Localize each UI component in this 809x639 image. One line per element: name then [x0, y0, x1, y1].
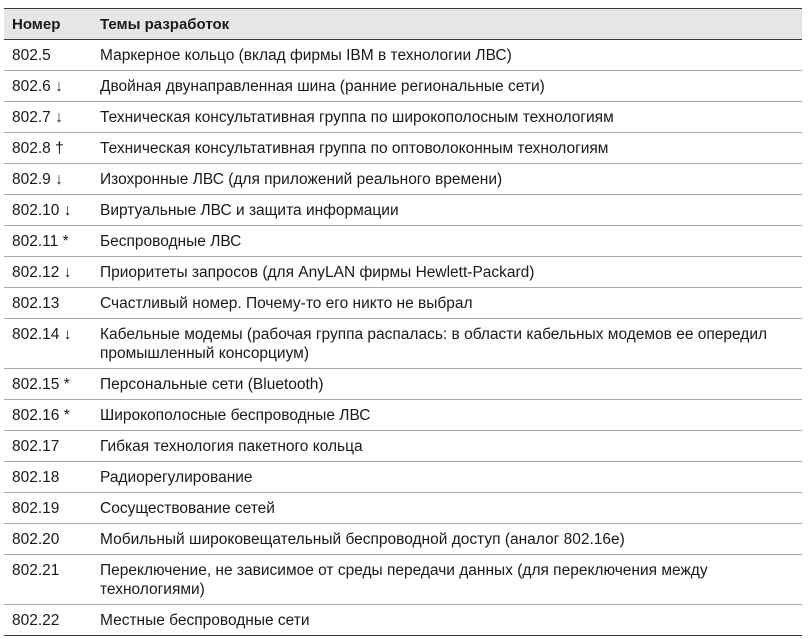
- table-row: [4, 400, 802, 431]
- row-topic: Мобильный широковещательный беспроводной доступ (аналог 802.16е): [100, 524, 802, 555]
- row-topic: Местные беспроводные сети: [100, 605, 802, 636]
- row-number: 802.16 *: [4, 400, 100, 431]
- table-row: [4, 555, 802, 605]
- row-topic: Широкополосные беспроводные ЛВС: [100, 400, 802, 431]
- row-topic: Кабельные модемы (рабочая группа распалась: в области кабельных модемов ее опередил промышленный консорциум): [100, 319, 802, 369]
- table-row: [4, 605, 802, 636]
- table-row: [4, 164, 802, 195]
- table-row: [4, 102, 802, 133]
- row-number: 802.6 ↓: [4, 71, 100, 102]
- row-number: 802.21: [4, 555, 100, 605]
- standards-table-container: [4, 8, 802, 636]
- row-topic: Виртуальные ЛВС и защита информации: [100, 195, 802, 226]
- row-number: 802.17: [4, 431, 100, 462]
- table-row: [4, 40, 802, 71]
- table-row: [4, 288, 802, 319]
- row-number: 802.19: [4, 493, 100, 524]
- ieee-802-table: [4, 8, 802, 636]
- row-number: 802.12 ↓: [4, 257, 100, 288]
- table-row: [4, 431, 802, 462]
- row-topic: Гибкая технология пакетного кольца: [100, 431, 802, 462]
- table-row: [4, 319, 802, 369]
- row-number: 802.5: [4, 40, 100, 71]
- row-topic: Приоритеты запросов (для AnyLAN фирмы Hewlett-Packard): [100, 257, 802, 288]
- row-number: 802.8 †: [4, 133, 100, 164]
- table-row: [4, 369, 802, 400]
- table-row: [4, 462, 802, 493]
- row-topic: Персональные сети (Bluetooth): [100, 369, 802, 400]
- row-number: 802.7 ↓: [4, 102, 100, 133]
- row-topic: Техническая консультативная группа по оптоволоконным технологиям: [100, 133, 802, 164]
- row-number: 802.18: [4, 462, 100, 493]
- table-row: [4, 493, 802, 524]
- header-row: [4, 9, 802, 40]
- row-number: 802.20: [4, 524, 100, 555]
- row-number: 802.14 ↓: [4, 319, 100, 369]
- row-topic: Беспроводные ЛВС: [100, 226, 802, 257]
- row-topic: Радиорегулирование: [100, 462, 802, 493]
- row-topic: Двойная двунаправленная шина (ранние региональные сети): [100, 71, 802, 102]
- table-body: [4, 40, 802, 636]
- table-row: [4, 195, 802, 226]
- table-row: [4, 71, 802, 102]
- table-row: [4, 226, 802, 257]
- row-number: 802.22: [4, 605, 100, 636]
- table-row: [4, 257, 802, 288]
- table-row: [4, 524, 802, 555]
- table-row: [4, 133, 802, 164]
- row-topic: Счастливый номер. Почему-то его никто не выбрал: [100, 288, 802, 319]
- row-number: 802.9 ↓: [4, 164, 100, 195]
- row-topic: Сосуществование сетей: [100, 493, 802, 524]
- table-header: [4, 9, 802, 40]
- row-number: 802.11 *: [4, 226, 100, 257]
- row-topic: Маркерное кольцо (вклад фирмы IBM в технологии ЛВС): [100, 40, 802, 71]
- row-number: 802.15 *: [4, 369, 100, 400]
- row-number: 802.10 ↓: [4, 195, 100, 226]
- row-topic: Техническая консультативная группа по широкополосным технологиям: [100, 102, 802, 133]
- row-topic: Изохронные ЛВС (для приложений реального времени): [100, 164, 802, 195]
- row-topic: Переключение, не зависимое от среды передачи данных (для переключения между технологиями): [100, 555, 802, 605]
- header-number: Номер: [4, 9, 100, 40]
- row-number: 802.13: [4, 288, 100, 319]
- header-topics: Темы разработок: [100, 9, 802, 40]
